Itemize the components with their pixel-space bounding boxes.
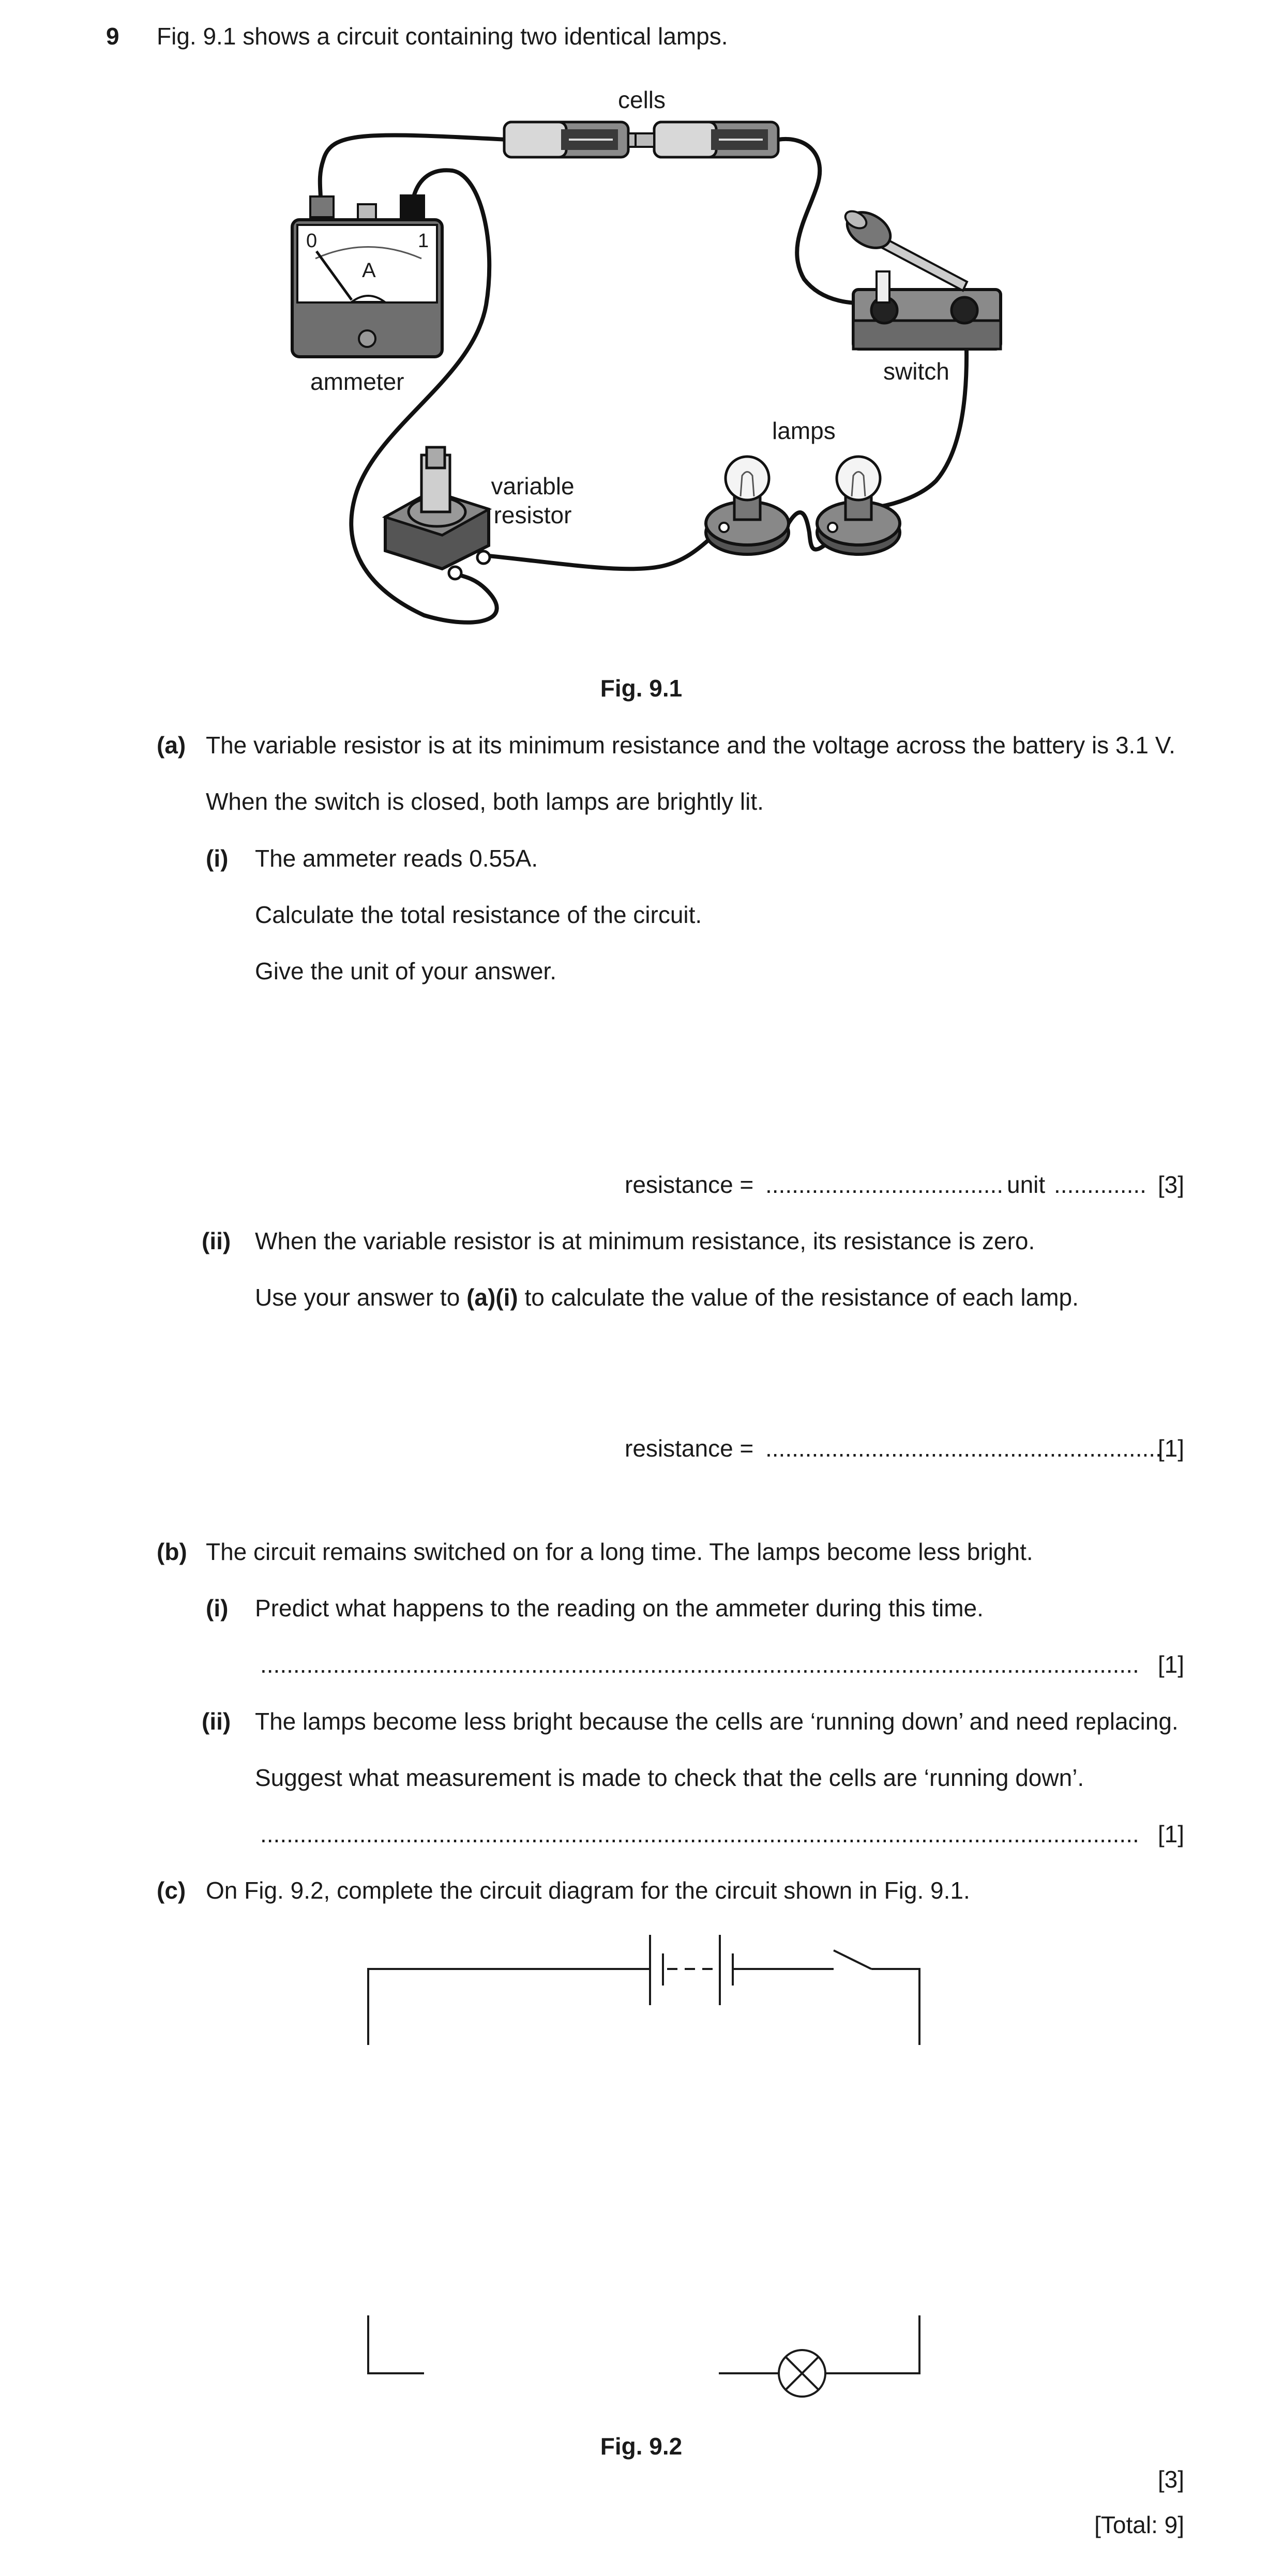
part-a-text-2: When the switch is closed, both lamps are brightly lit. xyxy=(206,788,764,815)
part-a-ii-text-1: When the variable resistor is at minimum resistance, its resistance is zero. xyxy=(255,1228,1035,1254)
fig-9-1-caption: Fig. 9.1 xyxy=(600,675,683,702)
label-switch: switch xyxy=(883,358,949,385)
cell-2-icon xyxy=(636,122,778,157)
part-a-text-1: The variable resistor is at its minimum resistance and the voltage across the battery is 3.1 V. xyxy=(206,732,1175,759)
label-variable: variable xyxy=(491,473,575,499)
part-c-label: (c) xyxy=(157,1877,186,1904)
answer-b-i-line[interactable]: ..................................................................................................................................... xyxy=(260,1651,1139,1678)
question-number: 9 xyxy=(106,23,119,50)
lamp-symbol xyxy=(779,2350,825,2397)
marks-c: [3] xyxy=(1157,2466,1184,2493)
part-c-text: On Fig. 9.2, complete the circuit diagram for the circuit shown in Fig. 9.1. xyxy=(206,1877,970,1904)
battery-symbol xyxy=(650,1935,733,2005)
answer-b-ii-line[interactable]: ..................................................................................................................................... xyxy=(260,1821,1139,1847)
part-a-ii-text-2 xyxy=(255,1283,1079,1312)
question-intro: Fig. 9.1 shows a circuit containing two identical lamps. xyxy=(157,23,728,50)
part-a-ii-label: (ii) xyxy=(202,1228,231,1254)
unit-answer-line[interactable]: .............. xyxy=(1054,1171,1146,1198)
part-a-i-text-1: The ammeter reads 0.55A. xyxy=(255,845,538,872)
marks-a-ii: [1] xyxy=(1157,1435,1184,1462)
wire-bottom-left xyxy=(368,2315,424,2373)
marks-b-i: [1] xyxy=(1157,1651,1184,1678)
part-b-i-label: (i) xyxy=(206,1595,229,1622)
answer-a-i-line[interactable]: .................................... xyxy=(765,1171,1004,1198)
part-a-ii-text-2-post: to calculate the value of the resistance of each lamp. xyxy=(524,1284,1079,1311)
part-b-ii-label: (ii) xyxy=(202,1708,231,1735)
marks-b-ii: [1] xyxy=(1157,1821,1184,1847)
part-b-ii-text-2: Suggest what measurement is made to check that the cells are ‘running down’. xyxy=(255,1764,1084,1791)
part-b-ii-text-1: The lamps become less bright because the cells are ‘running down’ and need replacing. xyxy=(255,1708,1179,1735)
lamp-1-icon xyxy=(706,457,789,554)
answer-a-i-label: resistance = xyxy=(625,1171,754,1198)
part-a-i-text-2: Calculate the total resistance of the circuit. xyxy=(255,901,702,928)
part-a-i-label: (i) xyxy=(206,845,229,872)
label-resistor: resistor xyxy=(493,502,572,528)
label-ammeter: ammeter xyxy=(310,368,404,395)
marks-a-i: [3] xyxy=(1157,1171,1184,1198)
variable-resistor-icon xyxy=(385,447,490,579)
cell-1-icon xyxy=(504,122,636,157)
label-lamps: lamps xyxy=(772,417,836,444)
unit-label: unit xyxy=(1007,1171,1046,1198)
part-b-i-text: Predict what happens to the reading on the ammeter during this time. xyxy=(255,1595,984,1622)
wire-top-right xyxy=(871,1969,919,2045)
wire-bottom-right xyxy=(825,2315,919,2373)
answer-a-ii-label: resistance = xyxy=(625,1435,754,1462)
part-a-ii-text-2-ref: (a)(i) xyxy=(466,1284,518,1311)
fig-9-2-caption: Fig. 9.2 xyxy=(600,2433,683,2460)
total-marks: [Total: 9] xyxy=(1094,2511,1184,2538)
part-b-text: The circuit remains switched on for a long time. The lamps become less bright. xyxy=(206,1538,1033,1565)
ammeter-scale-one: 1 xyxy=(418,230,429,252)
part-a-label: (a) xyxy=(157,732,186,759)
switch-icon xyxy=(841,205,1001,349)
part-a-ii-text-2-pre: Use your answer to xyxy=(255,1284,460,1311)
part-a-i-text-3: Give the unit of your answer. xyxy=(255,958,556,984)
ammeter-scale-zero: 0 xyxy=(306,230,318,252)
part-b-label: (b) xyxy=(157,1538,187,1565)
open-switch-symbol xyxy=(834,1950,871,1969)
wire-top-left xyxy=(368,1969,650,2045)
ammeter-unit: A xyxy=(362,259,376,282)
label-cells: cells xyxy=(618,86,666,113)
answer-a-ii-line[interactable]: ............................................................ xyxy=(765,1435,1162,1462)
